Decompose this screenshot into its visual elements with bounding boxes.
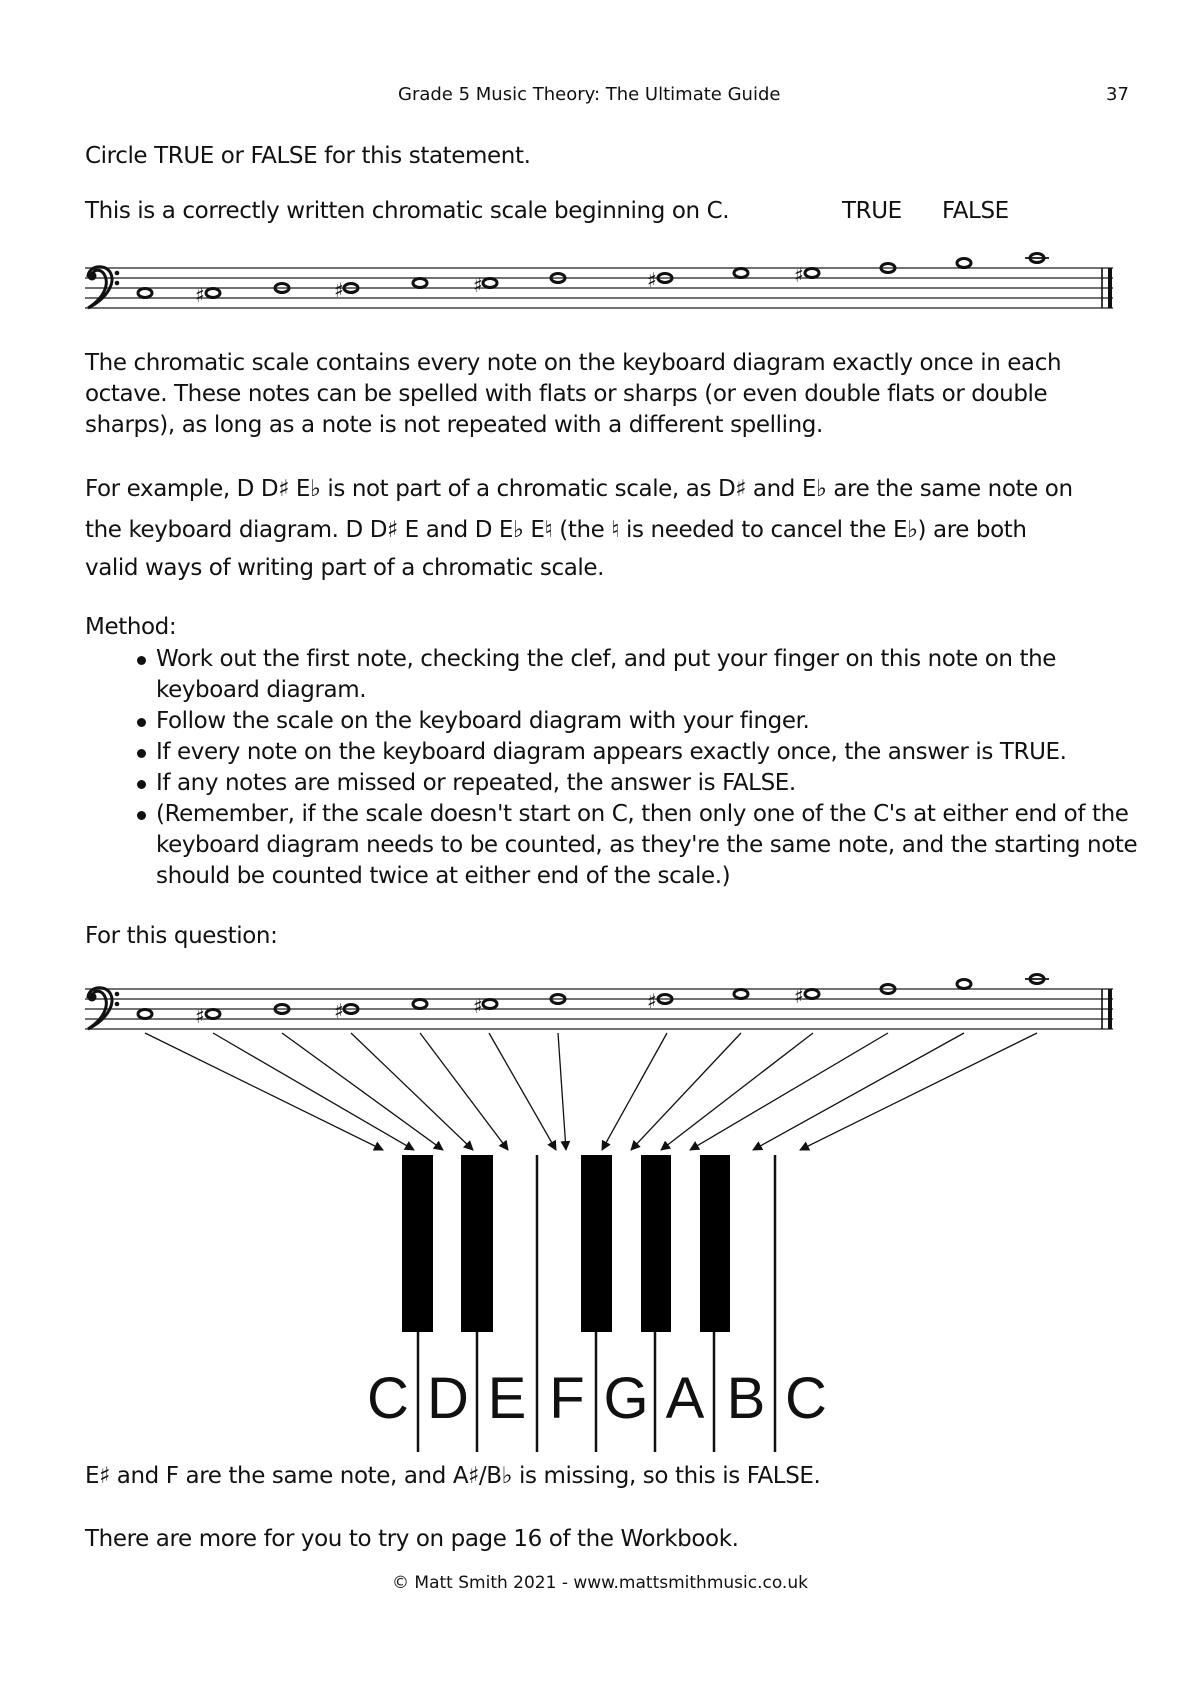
key-label: B — [726, 1366, 766, 1431]
explanation-paragraph-2-line-2: the keyboard diagram. D D♯ E and D E♭ E♮ (the ♮ is needed to cancel the E♭) are both — [85, 517, 1027, 543]
svg-text:♯: ♯ — [647, 268, 657, 292]
staff-to-keyboard-diagram — [0, 960, 1200, 1460]
scale-notes — [138, 975, 1049, 1029]
explanation-paragraph-2-line-1: For example, D D♯ E♭ is not part of a chromatic scale, as D♯ and E♭ are the same note on — [85, 476, 1073, 502]
black-keys — [402, 1155, 730, 1332]
method-step: If any notes are missed or repeated, the answer is FALSE. — [137, 768, 1147, 799]
method-step: If every note on the keyboard diagram appears exactly once, the answer is TRUE. — [137, 737, 1147, 768]
method-steps — [137, 644, 1147, 892]
svg-text:♯: ♯ — [794, 263, 804, 287]
black-key-d-sharp — [461, 1155, 493, 1332]
method-step: Follow the scale on the keyboard diagram with your finger. — [137, 706, 1147, 737]
black-key-g-sharp — [641, 1155, 671, 1332]
svg-text:♯: ♯ — [794, 984, 804, 1008]
workbook-note: There are more for you to try on page 16 of the Workbook. — [85, 1526, 739, 1552]
question-instruction: Circle TRUE or FALSE for this statement. — [85, 143, 531, 169]
black-key-f-sharp — [581, 1155, 612, 1332]
key-label: A — [665, 1366, 705, 1431]
key-label: E — [487, 1366, 527, 1431]
bullet-icon — [137, 718, 146, 727]
page-header-title: Grade 5 Music Theory: The Ultimate Guide — [398, 84, 781, 105]
keyboard-diagram — [367, 1155, 827, 1452]
key-label: D — [427, 1366, 469, 1431]
method-step: (Remember, if the scale doesn't start on C, then only one of the C's at either end of the keyboard diagram needs to be counted, as they're the same note, and the starting note should be counted twice at either end of the scale.) — [137, 799, 1147, 892]
bullet-icon — [137, 780, 146, 789]
for-this-question-label: For this question: — [85, 923, 278, 949]
svg-text:♯: ♯ — [473, 994, 483, 1018]
method-heading: Method: — [85, 614, 177, 640]
method-step: Work out the first note, checking the clef, and put your finger on this note on the keyboard diagram. — [137, 644, 1147, 706]
option-false[interactable]: FALSE — [942, 198, 1009, 224]
svg-text:♯: ♯ — [195, 283, 205, 307]
explanation-paragraph-1: The chromatic scale contains every note on the keyboard diagram exactly once in each octave. These notes can be spelled with flats or sharps (or even double flats or double sharps), as long as a note is not repeated with a different spelling. — [85, 350, 1062, 438]
bullet-icon — [137, 656, 146, 665]
explanation-paragraph-2-line-3: valid ways of writing part of a chromatic scale. — [85, 555, 605, 581]
svg-text:♯: ♯ — [334, 278, 344, 302]
conclusion-text: E♯ and F are the same note, and A♯/B♭ is missing, so this is FALSE. — [85, 1463, 821, 1489]
key-label: C — [367, 1366, 409, 1431]
question-statement: This is a correctly written chromatic scale beginning on C. — [85, 198, 730, 224]
staff-lines — [85, 268, 1113, 308]
mapping-arrows — [145, 1033, 1037, 1150]
staff-notation — [0, 240, 1200, 320]
key-label: C — [785, 1366, 827, 1431]
option-true[interactable]: TRUE — [842, 198, 902, 224]
page-footer: © Matt Smith 2021 - www.mattsmithmusic.co.uk — [392, 1573, 808, 1593]
black-key-c-sharp — [402, 1155, 433, 1332]
svg-text:♯: ♯ — [647, 989, 657, 1013]
bullet-icon — [137, 811, 146, 820]
staff-lines — [85, 989, 1113, 1029]
svg-text:♯: ♯ — [195, 1004, 205, 1028]
svg-text:♯: ♯ — [473, 273, 483, 297]
bullet-icon — [137, 749, 146, 758]
scale-notes — [138, 254, 1049, 308]
key-label: G — [603, 1366, 649, 1431]
black-key-a-sharp — [700, 1155, 730, 1332]
key-label: F — [549, 1366, 585, 1431]
page-number: 37 — [1106, 84, 1129, 105]
svg-text:♯: ♯ — [334, 999, 344, 1023]
